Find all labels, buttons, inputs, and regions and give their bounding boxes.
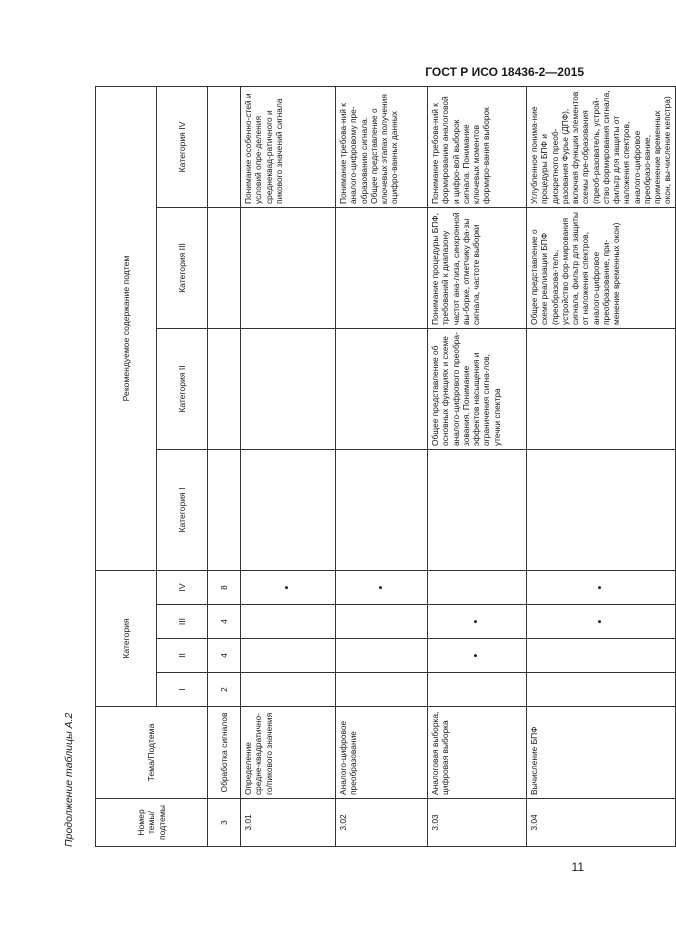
header-category-iii: III — [157, 605, 208, 639]
hours-category-iii: 4 — [208, 605, 241, 639]
table-continuation-caption: Продолжение таблицы А.2 — [63, 712, 75, 847]
mark-category-iv: • — [241, 571, 336, 605]
table-row — [336, 86, 428, 846]
row-topic: Определение средне-квадратично-го/пикового значения — [241, 707, 336, 799]
page-number: 11 — [571, 860, 584, 874]
content-category-iii — [336, 208, 428, 329]
header-topic: Тема/Подтема — [96, 707, 208, 799]
content-category-ii — [336, 329, 428, 450]
mark-category-iv — [428, 571, 527, 605]
mark-category-iii — [241, 605, 336, 639]
header-number: Номер темы/ подтемы — [96, 799, 208, 847]
row-code: 3.04 — [527, 799, 676, 847]
requirements-table — [95, 86, 676, 847]
mark-category-ii — [336, 639, 428, 673]
row-code: 3 — [208, 799, 241, 847]
mark-category-iii — [336, 605, 428, 639]
mark-category-iii: • — [527, 605, 676, 639]
header-row-main — [96, 86, 157, 846]
content-cell — [208, 450, 241, 571]
table-row — [527, 86, 676, 846]
header-content-category-iii: Категория III — [157, 208, 208, 329]
row-topic: Вычисление БПФ — [527, 707, 676, 799]
mark-category-iii: • — [428, 605, 527, 639]
mark-category-i — [428, 673, 527, 707]
mark-category-iv: • — [336, 571, 428, 605]
content-category-iii — [241, 208, 336, 329]
content-cell — [208, 329, 241, 450]
header-category-ii: II — [157, 639, 208, 673]
mark-category-i — [241, 673, 336, 707]
row-topic: Аналоговая выборка, цифровая выборка — [428, 707, 527, 799]
mark-category-iv: • — [527, 571, 676, 605]
content-category-ii: Общее представление об основных функциях и схеме аналого-цифрового преобра-зования. Понимание эффектов насыщения и ограничения сигна-лов, утечки спектра — [428, 329, 527, 450]
content-category-iv: Понимание особенно-стей и условий опре-деления среднеквад-ратичного и пикового значений сигнала — [241, 86, 336, 207]
row-code: 3.01 — [241, 799, 336, 847]
header-content-category-ii: Категория II — [157, 329, 208, 450]
content-category-iii: Общее представление о схеме реализации БПФ (преобразова-тель, устройство фор-мирования сигнала, фильтр для защиты от наложения спектров, аналого-цифровое преобразование, при-менение временных окон) — [527, 208, 676, 329]
header-content-category-iv: Категория IV — [157, 86, 208, 207]
content-category-ii — [241, 329, 336, 450]
row-topic: Аналого-цифровое преобразование — [336, 707, 428, 799]
header-category-i: I — [157, 673, 208, 707]
content-category-iv: Углубленное понима-ние процедуры БПФ и дискретного преоб-разования Фурье (ДПФ), включая функции элементов схемы пре-образования (преоб-разователь, устрой-ство формирования сигнала, фильтр для защиты от наложения спектров, аналого-цифровое преобразо-вание, применение временных окон, вы-числение кепстра) — [527, 86, 676, 207]
table-row — [241, 86, 336, 846]
header-content-category-i: Категория I — [157, 450, 208, 571]
content-cell — [208, 86, 241, 207]
content-category-ii — [527, 329, 676, 450]
mark-category-i — [527, 673, 676, 707]
content-category-iv: Понимание требова-ний к аналого-цифровому пре-образованию сигнала. Общее представление о ключевых этапах получения оцифро-ванных данных — [336, 86, 428, 207]
mark-category-i — [336, 673, 428, 707]
rotated-table-container — [63, 87, 673, 847]
content-category-i — [336, 450, 428, 571]
hours-category-iv: 8 — [208, 571, 241, 605]
mark-category-ii — [241, 639, 336, 673]
content-category-i — [241, 450, 336, 571]
table-row — [208, 86, 241, 846]
header-category-group: Категория — [96, 571, 157, 707]
row-code: 3.03 — [428, 799, 527, 847]
table-row — [428, 86, 527, 846]
mark-category-ii — [527, 639, 676, 673]
hours-category-ii: 4 — [208, 639, 241, 673]
content-category-iv: Понимание требова-ний к формированию аналоговой и цифро-вой выборок сигнала. Понимание ключевых моментов формиро-вания выборок — [428, 86, 527, 207]
header-category-iv: IV — [157, 571, 208, 605]
standard-designation: ГОСТ Р ИСО 18436-2—2015 — [425, 65, 584, 79]
mark-category-ii: • — [428, 639, 527, 673]
row-code: 3.02 — [336, 799, 428, 847]
content-cell — [208, 208, 241, 329]
header-content-group: Рекомендуемое содержание подтем — [96, 86, 157, 570]
hours-category-i: 2 — [208, 673, 241, 707]
content-category-iii: Понимание процедуры БПФ, требований к диапазону частот ана-лиза, синхронной вы-борке, отметчику фа-зы сигнала, частоте выборки — [428, 208, 527, 329]
content-category-i — [527, 450, 676, 571]
row-topic: Обработка сигналов — [208, 707, 241, 799]
content-category-i — [428, 450, 527, 571]
